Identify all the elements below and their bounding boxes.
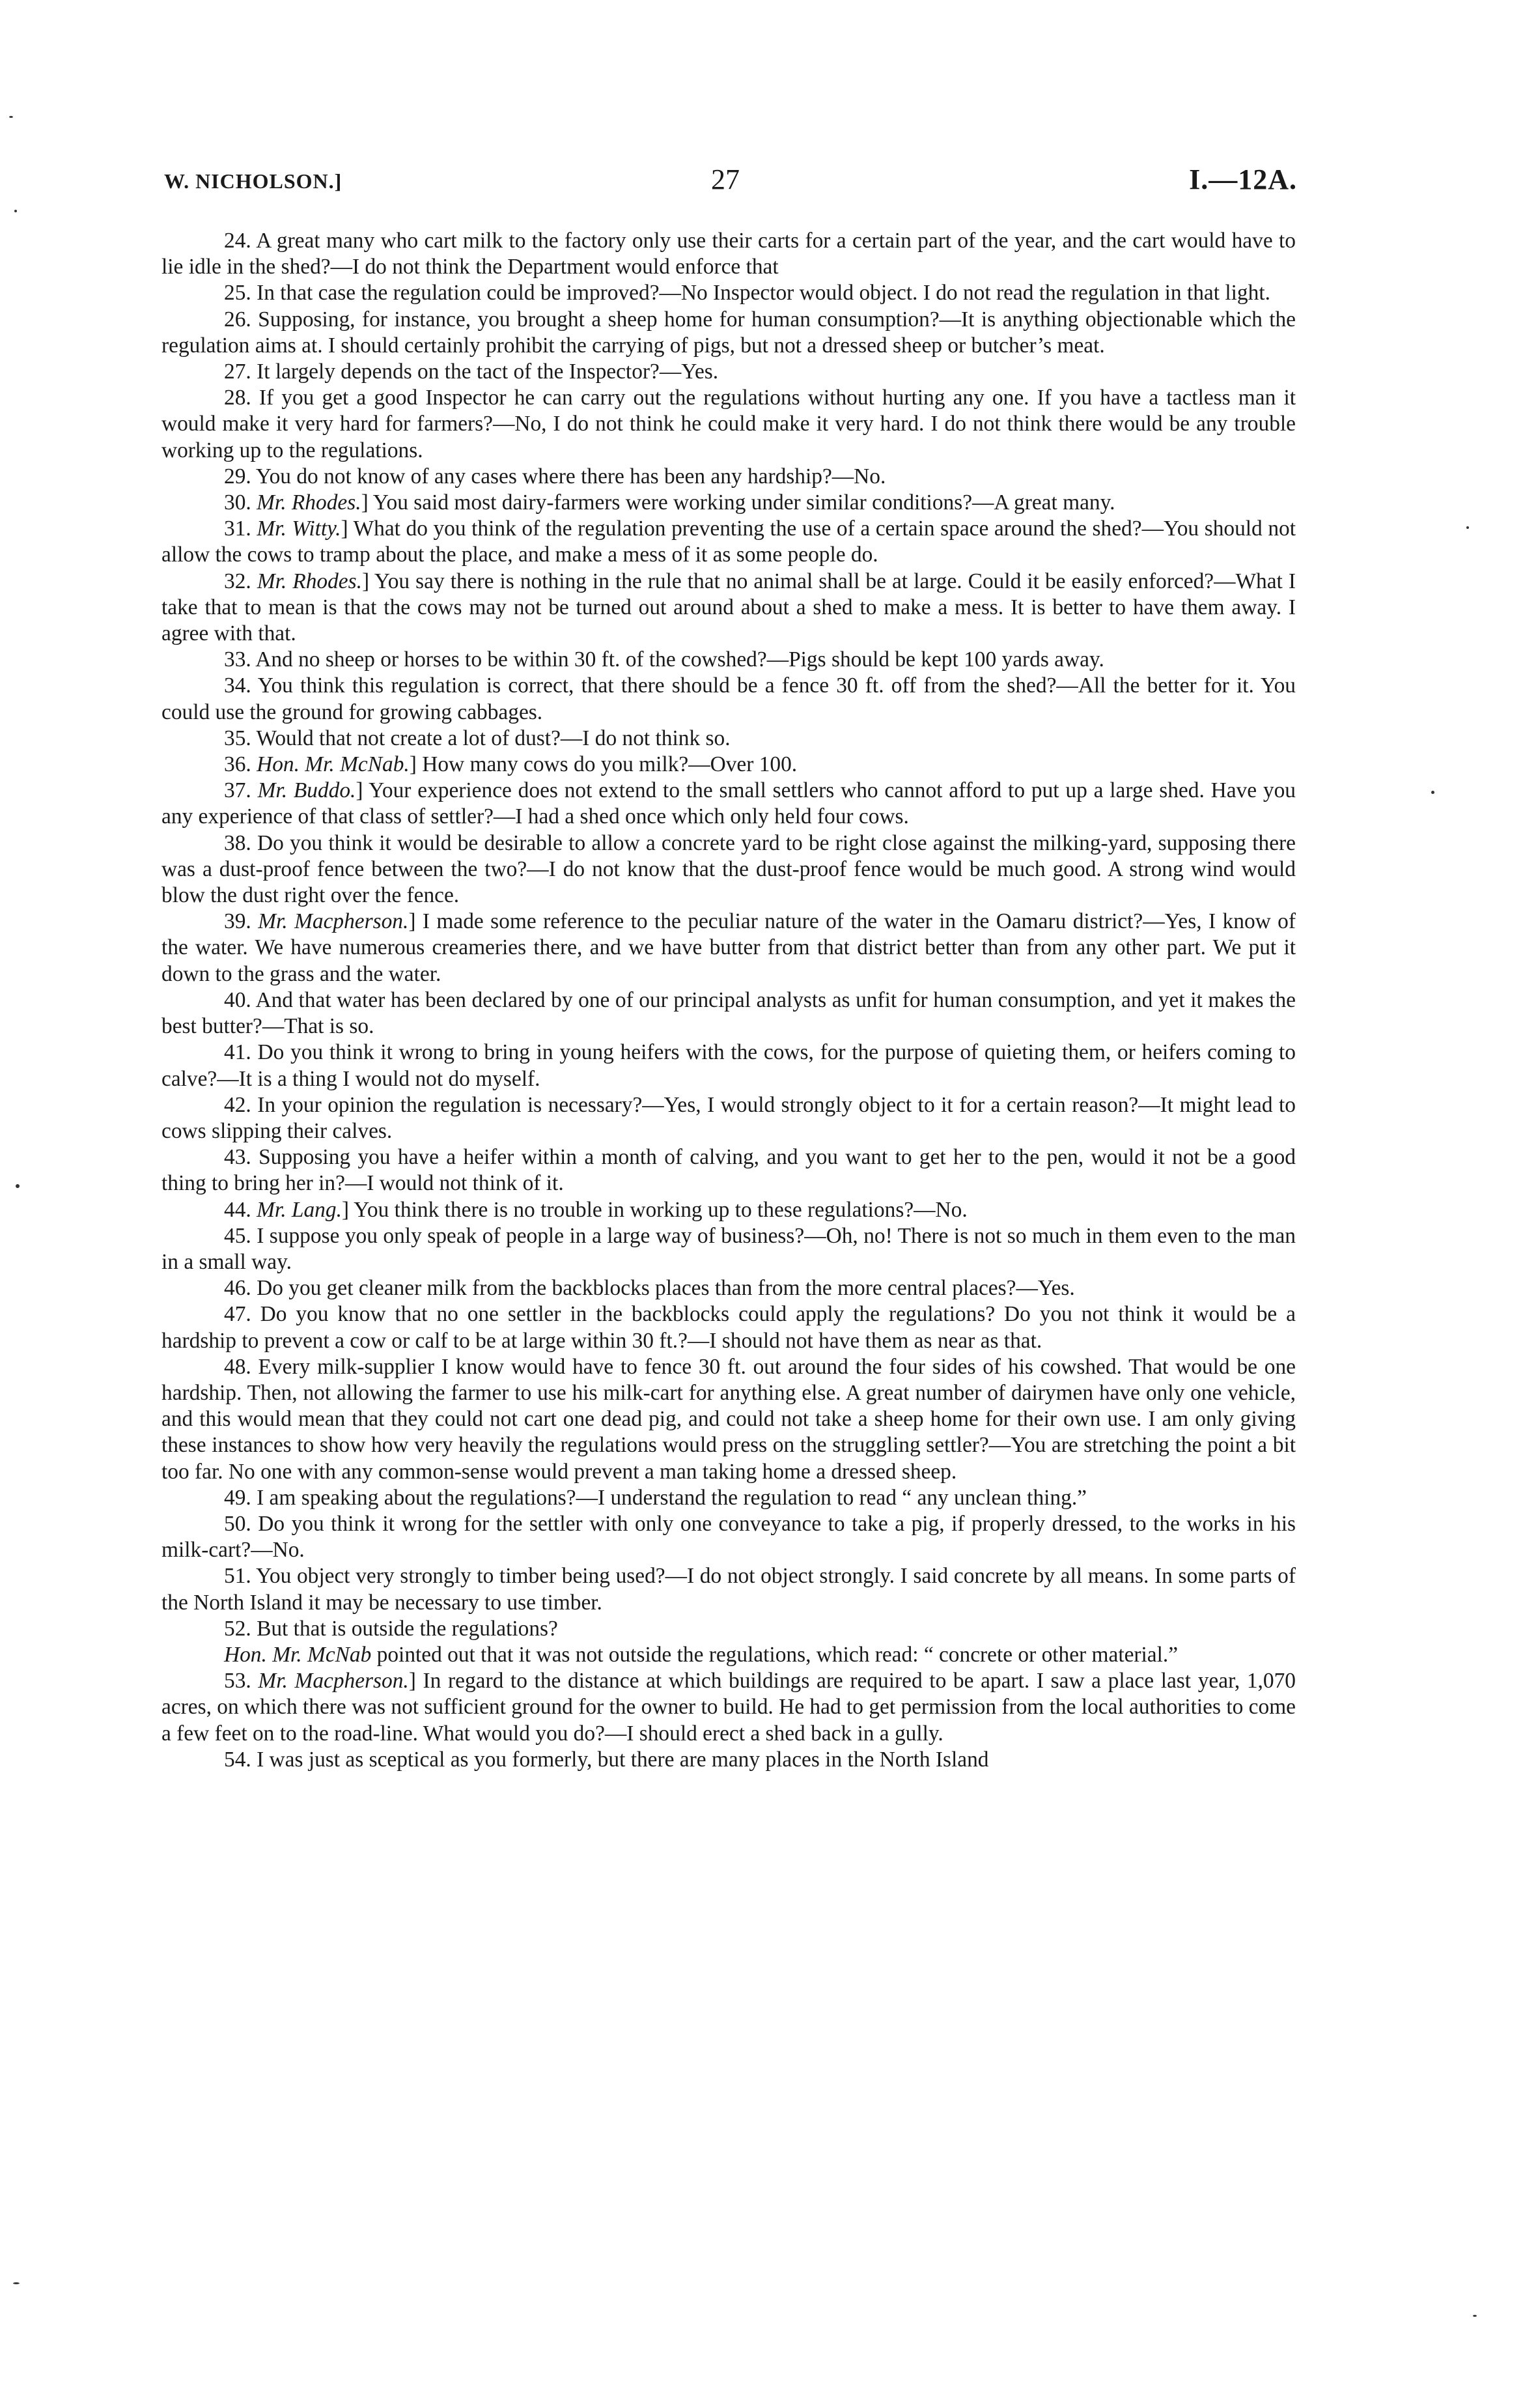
page-number: 27 <box>711 163 740 195</box>
speaker-name: Mr. Buddo. <box>257 778 356 803</box>
document-reference: I.—12A. <box>1189 163 1297 195</box>
speaker-name: Mr. Rhodes. <box>257 569 362 593</box>
question-37: 37. Mr. Buddo.] Your experience does not extend to the small settlers who cannot afford to put up a large shed. Have you any experience of that class of settler?—I had a shed once which only held four cows. <box>161 778 1296 829</box>
speaker-name: Mr. Rhodes. <box>257 490 361 515</box>
question-52: 52. But that is outside the regulations? <box>224 1616 558 1641</box>
scan-speck <box>16 1184 20 1188</box>
question-32: 32. Mr. Rhodes.] You say there is nothing in the rule that no animal shall be at large. Could it be easily enforced?—What I take that to mean is that the cows may not be turned out around about a shed to make a mess. It is better to have them away. I agree with that. <box>161 569 1296 646</box>
question-34: 34. You think this regulation is correct, that there should be a fence 30 ft. off from the shed?—All the better for it. You could use the ground for growing cabbages. <box>161 673 1296 724</box>
speaker-name: Mr. Macpherson. <box>258 1669 409 1693</box>
question-40: 40. And that water has been declared by one of our principal analysts as unfit for human consumption, and yet it makes the best butter?—That is so. <box>161 987 1296 1039</box>
question-41: 41. Do you think it wrong to bring in young heifers with the cows, for the purpose of quieting them, or heifers coming to calve?—It is a thing I would not do myself. <box>161 1040 1296 1091</box>
scan-speck <box>1466 526 1469 529</box>
scan-speck <box>1473 2315 1477 2317</box>
interjection-mcnab: Hon. Mr. McNab pointed out that it was not outside the regulations, which read: “ concrete or other material.” <box>224 1642 1179 1667</box>
question-50: 50. Do you think it wrong for the settler with only one conveyance to take a pig, if properly dressed, to the works in his milk-cart?—No. <box>161 1511 1296 1563</box>
speaker-name: Mr. Lang. <box>257 1197 342 1222</box>
question-35: 35. Would that not create a lot of dust?—I do not think so. <box>224 726 731 750</box>
speaker-name: Mr. Macpherson. <box>258 909 409 934</box>
question-51: 51. You object very strongly to timber being used?—I do not object strongly. I said concrete by all means. In some parts of the North Island it may be necessary to use timber. <box>161 1564 1296 1615</box>
question-25: 25. In that case the regulation could be improved?—No Inspector would object. I do not read the regulation in that light. <box>224 281 1270 305</box>
speaker-name: Hon. Mr. McNab. <box>257 752 410 777</box>
speaker-name: Mr. Witty. <box>257 517 341 541</box>
question-54: 54. I was just as sceptical as you formerly, but there are many places in the North Island <box>224 1747 989 1772</box>
speaker-name: Hon. Mr. McNab <box>224 1642 372 1667</box>
scan-speck <box>1431 791 1434 794</box>
question-47: 47. Do you know that no one settler in the backblocks could apply the regulations? Do you not think it would be a hardship to prevent a cow or calf to be at large within 30 ft.?—I should not have them as near as that. <box>161 1302 1296 1353</box>
question-30: 30. Mr. Rhodes.] You said most dairy-farmers were working under similar conditions?—A great many. <box>224 490 1115 515</box>
question-28: 28. If you get a good Inspector he can carry out the regulations without hurting any one. If you have a tactless man it would make it very hard for farmers?—No, I do not think he could make it very hard. I do not think there would be any trouble working up to the regulations. <box>161 386 1296 462</box>
question-33: 33. And no sheep or horses to be within 30 ft. of the cowshed?—Pigs should be kept 100 yards away. <box>224 647 1104 672</box>
page-header <box>164 163 1297 208</box>
body-text <box>161 228 1296 1773</box>
question-27: 27. It largely depends on the tact of the Inspector?—Yes. <box>224 360 719 384</box>
question-48: 48. Every milk-supplier I know would have to fence 30 ft. out around the four sides of his cowshed. That would be one hardship. Then, not allowing the farmer to use his milk-cart for anything else. A great number of dairymen have only one vehicle, and this would mean that they could not cart one dead pig, and could not take a sheep home for their own use. I am only giving these instances to show how very heavily the regulations would press on the struggling settler?—You are stretching the point a bit too far. No one with any common-sense would prevent a man taking home a dressed sheep. <box>161 1354 1296 1484</box>
question-46: 46. Do you get cleaner milk from the backblocks places than from the more central places?—Yes. <box>224 1276 1075 1301</box>
question-42: 42. In your opinion the regulation is necessary?—Yes, I would strongly object to it for a certain reason?—It might lead to cows slipping their calves. <box>161 1092 1296 1143</box>
question-31: 31. Mr. Witty.] What do you think of the regulation preventing the use of a certain space around the shed?—You should not allow the cows to tramp about the place, and make a mess of it as some people do. <box>161 517 1296 567</box>
scan-speck <box>13 2282 20 2284</box>
question-29: 29. You do not know of any cases where there has been any hardship?—No. <box>224 464 886 489</box>
question-38: 38. Do you think it would be desirable to allow a concrete yard to be right close against the milking-yard, supposing there was a dust-proof fence between the two?—I do not know that the dust-proof fence would be much good. A strong wind would blow the dust right over the fence. <box>161 830 1296 908</box>
question-43: 43. Supposing you have a heifer within a month of calving, and you want to get her to the pen, would it not be a good thing to bring her in?—I would not think of it. <box>161 1145 1296 1196</box>
scan-speck <box>14 210 17 212</box>
question-45: 45. I suppose you only speak of people in a large way of business?—Oh, no! There is not so much in them even to the man in a small way. <box>161 1223 1296 1274</box>
question-36: 36. Hon. Mr. McNab.] How many cows do you milk?—Over 100. <box>224 752 798 777</box>
question-26: 26. Supposing, for instance, you brought a sheep home for human consumption?—It is anything objectionable which the regulation aims at. I should certainly prohibit the carrying of pigs, but not a dressed sheep or butcher’s meat. <box>161 307 1296 358</box>
question-44: 44. Mr. Lang.] You think there is no trouble in working up to these regulations?—No. <box>224 1197 968 1222</box>
scan-speck <box>9 116 13 118</box>
question-49: 49. I am speaking about the regulations?—I understand the regulation to read “ any unclean thing.” <box>224 1485 1087 1510</box>
witness-name: W. NICHOLSON.] <box>164 169 342 193</box>
question-24: 24. A great many who cart milk to the factory only use their carts for a certain part of the year, and the cart would have to lie idle in the shed?—I do not think the Department would enforce that <box>161 229 1296 279</box>
question-53: 53. Mr. Macpherson.] In regard to the distance at which buildings are required to be apart. I saw a place last year, 1,070 acres, on which there was not sufficient ground for the owner to build. He had to get permission from the local authorities to come a few feet on to the road-line. What would you do?—I should erect a shed back in a gully. <box>161 1669 1296 1746</box>
question-39: 39. Mr. Macpherson.] I made some reference to the peculiar nature of the water in the Oamaru district?—Yes, I know of the water. We have numerous creameries there, and we have butter from that district better than from any other part. We put it down to the grass and the water. <box>161 909 1296 986</box>
